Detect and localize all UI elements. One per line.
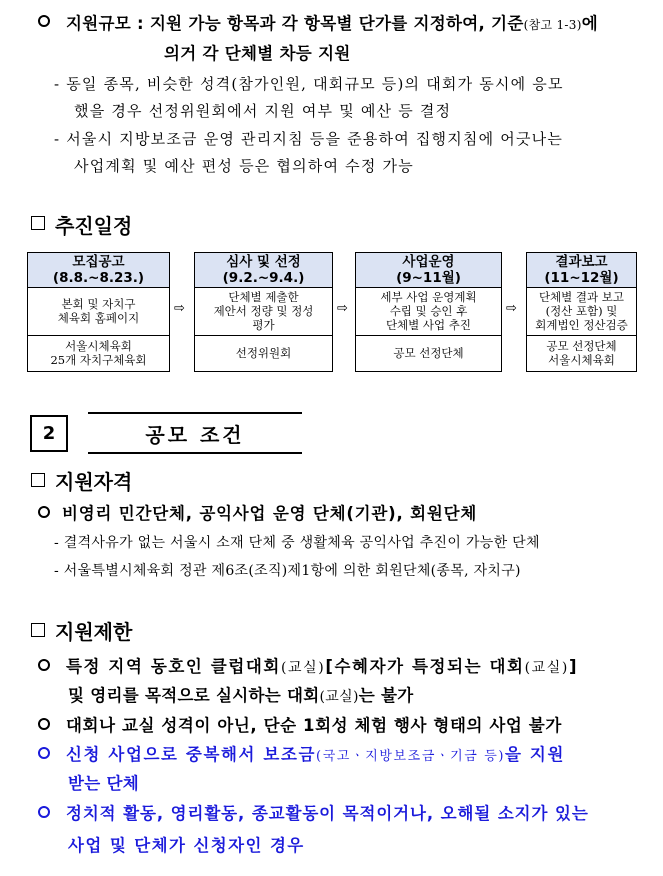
schedule-step-3-title: 사업운영 bbox=[402, 254, 455, 270]
support-scale-label-end: 에 bbox=[581, 14, 598, 33]
schedule-step-4-who: 공모 선정단체 서울시체육회 bbox=[546, 339, 617, 367]
restriction-3-a: 신청 사업으로 중복해서 보조금 bbox=[66, 745, 317, 764]
bullet-circle bbox=[38, 747, 50, 759]
schedule-step-1-who: 서울시체육회 25개 자치구체육회 bbox=[50, 339, 147, 367]
restriction-1-line2-small: (교실) bbox=[319, 689, 359, 705]
support-scale-label: 지원규모 : 지원 가능 항목과 각 항목별 단가를 지정하여, 기준 bbox=[66, 14, 524, 33]
schedule-step-4-title: 결과보고 bbox=[555, 254, 608, 270]
restriction-1-line2b: 는 불가 bbox=[358, 686, 414, 705]
schedule-step-2 bbox=[194, 252, 333, 372]
schedule-step-2-period: (9.2.~9.4.) bbox=[222, 270, 305, 286]
eligibility-square-icon bbox=[31, 473, 45, 487]
restriction-3-a-small: (국고ㆍ지방보조금ㆍ기금 등) bbox=[316, 749, 506, 764]
bullet-circle bbox=[38, 659, 50, 671]
eligibility-heading: 지원자격 bbox=[55, 470, 133, 494]
section-title: 공모 조건 bbox=[88, 412, 302, 454]
restriction-1-a-small: (교실) bbox=[280, 660, 326, 676]
schedule-square-icon bbox=[31, 216, 45, 230]
schedule-step-1 bbox=[27, 252, 170, 372]
schedule-step-4-header bbox=[527, 253, 636, 288]
restriction-1-line2a: 및 영리를 목적으로 실시하는 대회 bbox=[68, 686, 320, 705]
schedule-step-2-desc: 단체별 제출한 제안서 정량 및 정성 평가 bbox=[195, 287, 332, 336]
schedule-step-2-who: 선정위원회 bbox=[235, 346, 292, 360]
schedule-step-2-title: 심사 및 선정 bbox=[226, 254, 301, 270]
restriction-3-line2: 받는 단체 bbox=[68, 774, 140, 793]
dash-item-2-line1: - 서울시 지방보조금 운영 관리지침 등을 준용하여 집행지침에 어긋나는 bbox=[54, 130, 564, 148]
restriction-2: 대회나 교실 성격이 아닌, 단순 1회성 체험 행사 형태의 사업 불가 bbox=[66, 716, 562, 735]
schedule-step-3-who: 공모 선정단체 bbox=[393, 346, 464, 360]
bullet-circle bbox=[38, 506, 50, 518]
dash-item-1-line1: - 동일 종목, 비슷한 성격(참가인원, 대회규모 등)의 대회가 동시에 응모 bbox=[54, 75, 564, 93]
restriction-1-line2 bbox=[68, 682, 413, 706]
eligibility-main: 비영리 민간단체, 공익사업 운영 단체(기관), 회원단체 bbox=[62, 504, 478, 523]
arrow-icon: ⇨ bbox=[506, 301, 517, 316]
restriction-3-line1 bbox=[66, 741, 565, 765]
arrow-icon: ⇨ bbox=[337, 301, 348, 316]
restriction-1-b-small: (교실) bbox=[524, 660, 569, 676]
dash-item-2-line2: 사업계획 및 예산 편성 등은 협의하여 수정 가능 bbox=[74, 157, 414, 175]
bullet-circle bbox=[38, 806, 50, 818]
schedule-step-3-desc: 세부 사업 운영계획 수립 및 승인 후 단체별 사업 추진 bbox=[356, 287, 501, 336]
restriction-4-line2: 사업 및 단체가 신청자인 경우 bbox=[68, 836, 305, 855]
schedule-heading: 추진일정 bbox=[55, 214, 133, 238]
schedule-step-4 bbox=[526, 252, 637, 372]
restrictions-square-icon bbox=[31, 623, 45, 637]
schedule-step-1-period: (8.8.~8.23.) bbox=[52, 270, 145, 286]
dash-item-1-line2: 했을 경우 선정위원회에서 지원 여부 및 예산 등 결정 bbox=[74, 102, 452, 120]
section-number: 2 bbox=[30, 415, 68, 452]
schedule-step-1-header bbox=[28, 253, 169, 288]
restriction-1-c: ] bbox=[568, 657, 579, 676]
eligibility-dash-1: - 결격사유가 없는 서울시 소재 단체 중 생활체육 공익사업 추진이 가능한 단체 bbox=[54, 535, 540, 551]
restrictions-heading: 지원제한 bbox=[55, 620, 133, 644]
restriction-4-line1: 정치적 활동, 영리활동, 종교활동이 목적이거나, 오해될 소지가 있는 bbox=[66, 804, 589, 823]
schedule-step-2-header bbox=[195, 253, 332, 288]
restriction-1-line1 bbox=[66, 653, 578, 677]
support-scale-line1 bbox=[66, 10, 598, 34]
schedule-step-3-period: (9~11월) bbox=[396, 270, 461, 286]
eligibility-dash-2: - 서울특별시체육회 정관 제6조(조직)제1항에 의한 회원단체(종목, 자치구) bbox=[54, 563, 521, 579]
bullet-circle bbox=[38, 15, 50, 27]
support-scale-line2: 의거 각 단체별 차등 지원 bbox=[164, 44, 351, 63]
restriction-3-b: 을 지원 bbox=[505, 745, 565, 764]
schedule-step-3-header bbox=[356, 253, 501, 288]
schedule-step-1-desc: 본회 및 자치구 체육회 홈페이지 bbox=[28, 287, 169, 336]
restriction-1-a: 특정 지역 동호인 클럽대회 bbox=[66, 657, 281, 676]
arrow-icon: ⇨ bbox=[174, 301, 185, 316]
bullet-circle bbox=[38, 718, 50, 730]
schedule-step-3 bbox=[355, 252, 502, 372]
schedule-step-4-period: (11~12월) bbox=[544, 270, 619, 286]
schedule-step-1-title: 모집공고 bbox=[72, 254, 125, 270]
restriction-1-b: [수혜자가 특정되는 대회 bbox=[325, 657, 525, 676]
schedule-step-4-desc: 단체별 결과 보고 (정산 포함) 및 회계법인 정산검증 bbox=[527, 287, 636, 336]
support-scale-ref: (참고 1-3) bbox=[523, 18, 582, 32]
